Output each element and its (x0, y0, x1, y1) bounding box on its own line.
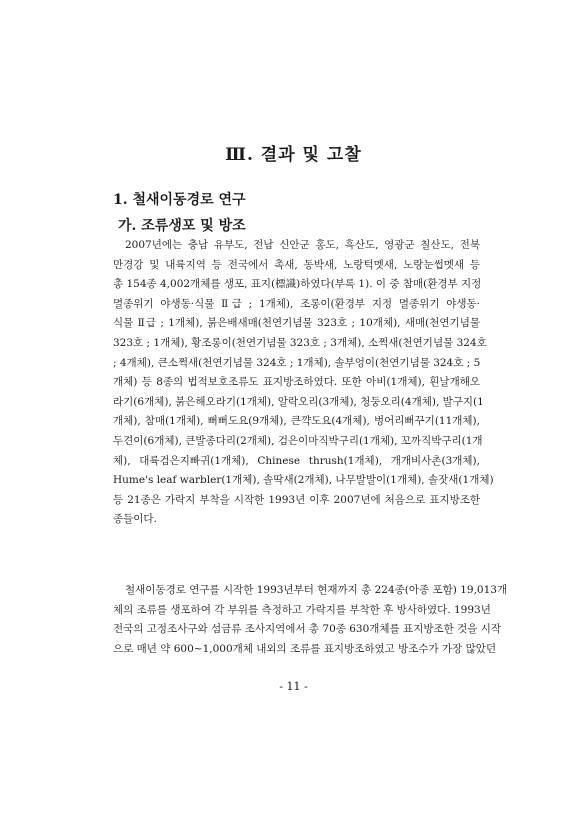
paragraph-line: 두견이(6개체), 큰발종다리(2개체), 검은이마직박구리(1개체), 꼬까직박구리(1개 (113, 434, 483, 447)
paragraph-line: 등 21종은 가락지 부착을 시작한 1993년 이후 2007년에 처음으로 표지방조한 (113, 493, 480, 506)
chapter-title: Ⅲ. 결과 및 고찰 (225, 145, 362, 165)
paragraph-line: 철새이동경로 연구를 시작한 1993년부터 현재까지 총 224종(아종 포함) 19,013개 (125, 584, 508, 596)
paragraph-line: Hume's leaf warbler(1개체), 솔딱새(2개체), 나무발발이(1개체), 솔잣새(1개체) (113, 474, 494, 487)
paragraph-line: 전국의 고정조사구와 섬금류 조사지역에서 총 70종 630개체를 표지방조한 것을 시작 (113, 623, 502, 636)
section-heading: 1. 철새이동경로 연구 (113, 192, 246, 208)
paragraph-line: 2007년에는 충남 유부도, 전남 신안군 홍도, 흑산도, 영광군 칠산도, 전북 (125, 239, 480, 251)
paragraph-line: 식물 Ⅱ급 ; 1개체), 붉은배새매(천연기념물 323호 ; 10개체), 새매(천연기념물 (113, 317, 480, 330)
paragraph-1 (113, 236, 494, 530)
paragraph-line: 라기(6개체), 붉은해오라기(1개체), 알락오리(3개체), 청둥오리(4개체), 발구지(1 (113, 395, 484, 408)
subsection-heading: 가. 조류생포 및 방조 (118, 218, 246, 234)
paragraph-line: 체), 대륙검은지빠귀(1개체), Chinese thrush(1개체), 개개비사촌(3개체), (113, 454, 480, 467)
paragraph-2 (113, 581, 508, 659)
page-number: - 11 - (279, 680, 308, 693)
paragraph-line: 만경강 및 내륙지역 등 전국에서 촉새, 동박새, 노랑턱멧새, 노랑눈썹멧새 등 (113, 258, 480, 271)
paragraph-line: 종들이다. (113, 513, 157, 526)
paragraph-line: 개체), 참매(1개체), 뻐뻐도요(9개체), 큰꺅도요(4개체), 벙어리뻐꾸기(11개체), (113, 415, 480, 428)
paragraph-line: 체의 조류를 생포하여 각 부위를 측정하고 가락지를 부착한 후 방사하였다. 1993년 (113, 603, 491, 616)
paragraph-line: 멸종위기 야생동·식물 Ⅱ급 ; 1개체), 조롱이(환경부 지정 멸종위기 야생동· (113, 297, 480, 310)
paragraph-line: 총 154종 4,002개체를 생포, 표지(標識)하였다(부록 1). 이 중 참매(환경부 지정 (113, 278, 482, 291)
paragraph-line: 개체) 등 8종의 법적보호조류도 표지방조하였다. 또한 아비(1개체), 흰날개해오 (113, 376, 480, 389)
paragraph-line: 으로 매년 약 600~1,000개체 내외의 조류를 표지방조하였고 방조수가 가장 많았던 (113, 642, 497, 655)
paragraph-line: ; 4개체), 큰소쩍새(천연기념물 324호 ; 1개체), 솔부엉이(천연기념물 324호 ; 5 (113, 356, 481, 369)
paragraph-line: 323호 ; 1개체), 황조롱이(천연기념물 323호 ; 3개체), 소쩍새(천연기념물 324호 (113, 336, 487, 349)
